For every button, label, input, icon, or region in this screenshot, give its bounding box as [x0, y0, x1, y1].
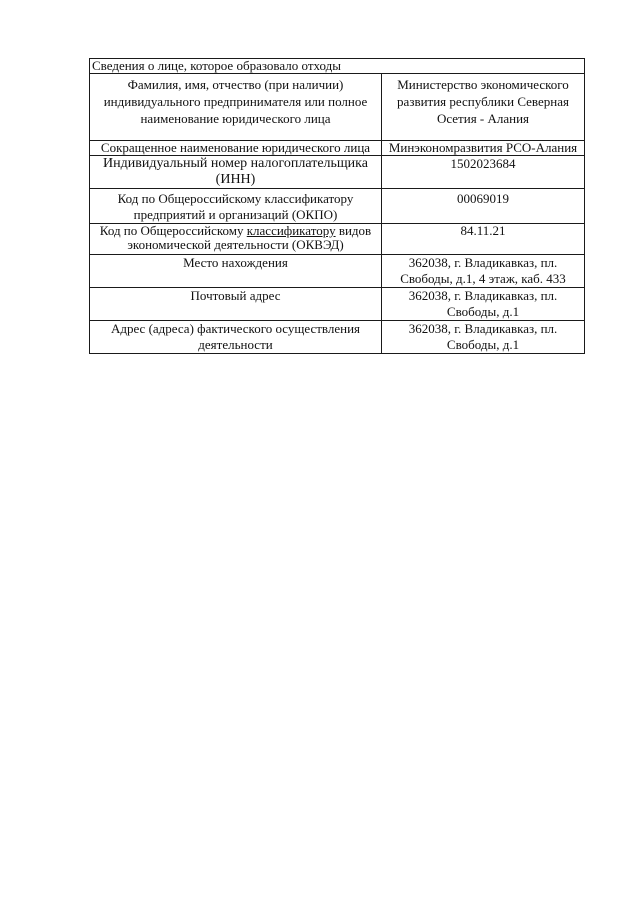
row-label — [90, 224, 382, 255]
row-label: Фамилия, имя, отчество (при наличии) индивидуального предпринимателя или полное наименование юридического лица — [90, 74, 382, 141]
table-row-okpo — [90, 189, 585, 224]
row-label: Код по Общероссийскому классификатору предприятий и организаций (ОКПО) — [90, 189, 382, 224]
row-label: Место нахождения — [90, 255, 382, 288]
row-label: Почтовый адрес — [90, 288, 382, 321]
row-value: 362038, г. Владикавказ, пл. Свободы, д.1 — [382, 321, 585, 354]
row-value: 00069019 — [382, 189, 585, 224]
row-value: 84.11.21 — [382, 224, 585, 255]
row-label-suffix: видов экономической деятельности (ОКВЭД) — [127, 223, 372, 252]
row-value: 1502023684 — [382, 156, 585, 189]
table-row-postal-address — [90, 288, 585, 321]
row-label: Сокращенное наименование юридического лица — [90, 141, 382, 156]
row-label-prefix: Код по Общероссийскому — [99, 223, 247, 238]
table-header-row — [90, 59, 585, 74]
row-value: Минэкономразвития РСО-Алания — [382, 141, 585, 156]
table-row-location — [90, 255, 585, 288]
table-row-short-name — [90, 141, 585, 156]
row-label-underlined: классификатору — [246, 223, 336, 238]
row-label: Индивидуальный номер налогоплательщика (ИНН) — [90, 156, 382, 189]
table-row-actual-address — [90, 321, 585, 354]
waste-producer-info-table — [89, 58, 585, 354]
row-value: 362038, г. Владикавказ, пл. Свободы, д.1 — [382, 288, 585, 321]
table-row-inn — [90, 156, 585, 189]
table-row-full-name — [90, 74, 585, 141]
table-row-okved — [90, 224, 585, 255]
row-value: Министерство экономического развития республики Северная Осетия - Алания — [382, 74, 585, 141]
row-label: Адрес (адреса) фактического осуществления деятельности — [90, 321, 382, 354]
section-title: Сведения о лице, которое образовало отходы — [90, 59, 585, 74]
row-value: 362038, г. Владикавказ, пл. Свободы, д.1, 4 этаж, каб. 433 — [382, 255, 585, 288]
